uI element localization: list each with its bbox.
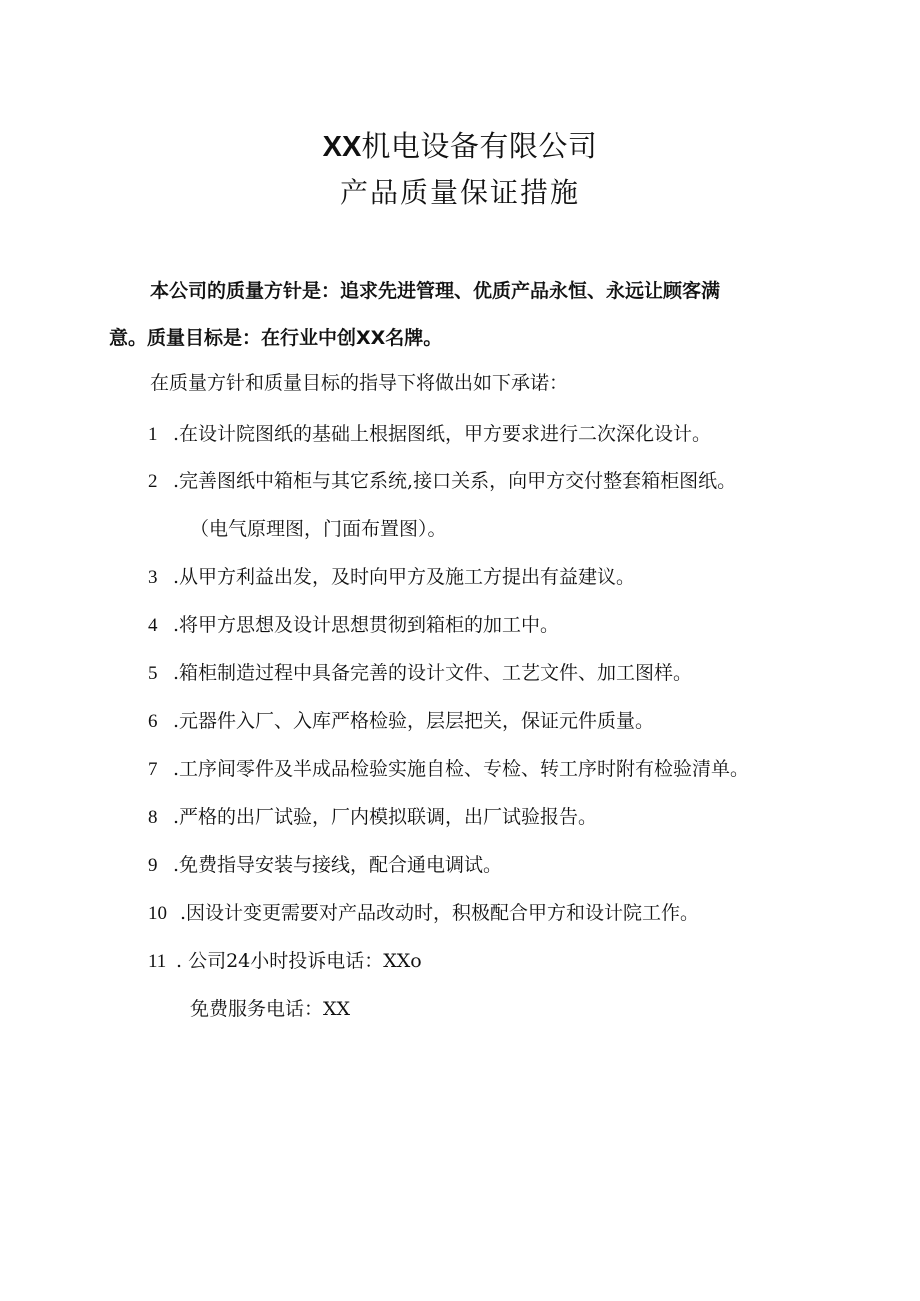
commitment-item-10: [148, 899, 699, 928]
commitment-item-11: [148, 947, 422, 976]
item-number: 3: [148, 567, 158, 588]
item-text: .完善图纸中箱柜与其它系统,接口关系，向甲方交付整套箱柜图纸。: [173, 470, 737, 492]
commitment-item-8: [148, 803, 597, 832]
company-name: 机电设备有限公司: [361, 129, 598, 163]
commitment-item-7: [148, 755, 749, 784]
quality-policy: [109, 268, 809, 362]
item-number: 9: [148, 855, 158, 876]
item-text: .元器件入厂、入库严格检验，层层把关，保证元件质量。: [173, 710, 655, 732]
item-number: 7: [148, 759, 158, 780]
item-text: .在设计院图纸的基础上根据图纸，甲方要求进行二次深化设计。: [173, 423, 712, 445]
commitment-item-5: [148, 659, 692, 688]
item-number: 8: [148, 807, 158, 828]
item-number: 4: [148, 615, 158, 636]
item-number: 6: [148, 711, 158, 732]
commitment-intro: 在质量方针和质量目标的指导下将做出如下承诺：: [150, 372, 569, 394]
item-text: . 公司24小时投诉电话：XXo: [176, 950, 422, 972]
item-text: .免费指导安装与接线，配合通电调试。: [173, 854, 503, 876]
item-number: 5: [148, 663, 158, 684]
commitment-item-4: [148, 611, 559, 640]
company-title: [0, 126, 920, 167]
item-text: .将甲方思想及设计思想贯彻到箱柜的加工中。: [173, 614, 560, 636]
commitment-item-3: [148, 563, 635, 592]
item-text: .工序间零件及半成品检验实施自检、专检、转工序时附有检验清单。: [173, 758, 750, 780]
quality-policy-line-1: 本公司的质量方针是：追求先进管理、优质产品永恒、永远让顾客满: [150, 280, 721, 302]
quality-policy-line-2: 意。质量目标是：在行业中创XX名牌。: [109, 327, 443, 349]
commitment-item-9: [148, 851, 502, 880]
commitment-item-1: [148, 420, 711, 449]
item-text: .严格的出厂试验，厂内模拟联调，出厂试验报告。: [173, 806, 598, 828]
document-title: 产品质量保证措施: [339, 176, 580, 209]
item-text: .箱柜制造过程中具备完善的设计文件、工艺文件、加工图样。: [173, 662, 693, 684]
item-number: 11: [148, 951, 167, 972]
commitment-item-2-note: （电气原理图，门面布置图）。: [190, 518, 447, 540]
free-service-phone: 免费服务电话：XX: [190, 998, 351, 1020]
item-text: .从甲方利益出发，及时向甲方及施工方提出有益建议。: [173, 566, 636, 588]
item-number: 1: [148, 424, 158, 445]
item-number: 10: [148, 903, 167, 924]
commitment-item-6: [148, 707, 654, 736]
item-number: 2: [148, 471, 158, 492]
company-prefix: XX: [322, 131, 362, 163]
commitment-item-2: [148, 467, 736, 496]
item-text: .因设计变更需要对产品改动时，积极配合甲方和设计院工作。: [180, 902, 700, 924]
